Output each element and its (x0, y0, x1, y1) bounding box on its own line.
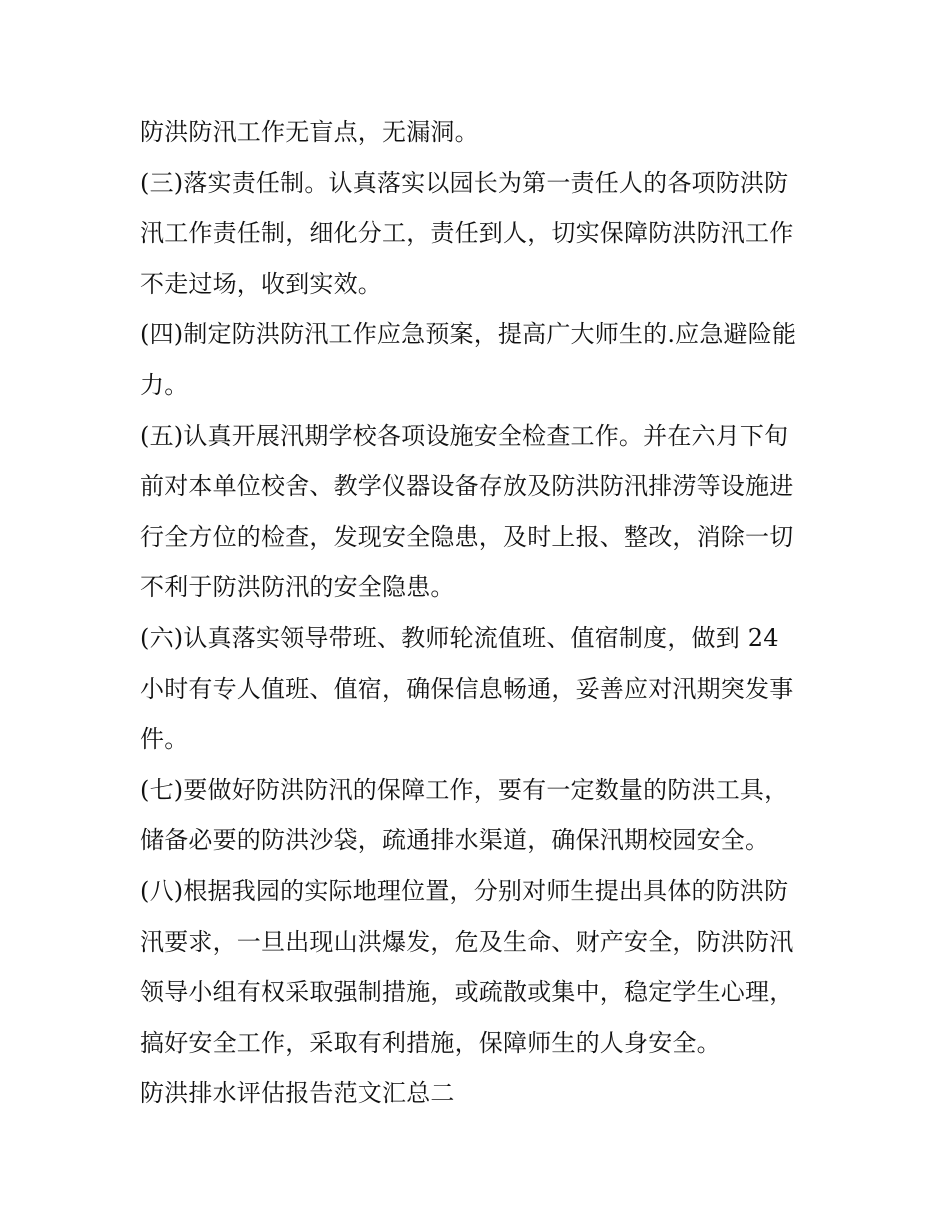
text-line: (八)根据我园的实际地理位置，分别对师生提出具体的防洪防 (140, 876, 789, 905)
text-line: 小时有专人值班、值宿，确保信息畅通，妥善应对汛期突发事 (140, 674, 794, 703)
text-line: 汛要求，一旦出现山洪爆发，危及生命、财产安全，防洪防汛 (140, 927, 794, 956)
text-line: 力。 (140, 370, 189, 399)
text-line: (三)落实责任制。认真落实以园长为第一责任人的各项防洪防 (140, 168, 789, 197)
text-line: 不走过场，收到实效。 (140, 269, 382, 298)
text-line: 领导小组有权采取强制措施，或疏散或集中，稳定学生心理， (140, 978, 794, 1007)
text-line: (七)要做好防洪防汛的保障工作，要有一定数量的防洪工具， (140, 775, 789, 804)
text-line: 汛工作责任制，细化分工，责任到人，切实保障防洪防汛工作 (140, 219, 794, 248)
text-line: 件。 (140, 725, 189, 754)
text-line: 行全方位的检查，发现安全隐患，及时上报、整改，消除一切 (140, 522, 794, 551)
document-body (140, 107, 820, 1119)
text-line: (六)认真落实领导带班、教师轮流值班、值宿制度，做到 24 (140, 623, 779, 652)
text-line: 前对本单位校舍、教学仪器设备存放及防洪防汛排涝等设施进 (140, 472, 794, 501)
text-line: 搞好安全工作，采取有利措施，保障师生的人身安全。 (140, 1028, 721, 1057)
text-line: 不利于防洪防汛的安全隐患。 (140, 573, 455, 602)
text-line: (五)认真开展汛期学校各项设施安全检查工作。并在六月下旬 (140, 421, 789, 450)
text-line: (四)制定防洪防汛工作应急预案，提高广大师生的.应急避险能 (140, 320, 797, 349)
text-line: 储备必要的防洪沙袋，疏通排水渠道，确保汛期校园安全。 (140, 826, 770, 855)
section-heading: 防洪排水评估报告范文汇总二 (140, 1079, 455, 1108)
text-line: 防洪防汛工作无盲点，无漏洞。 (140, 118, 479, 146)
